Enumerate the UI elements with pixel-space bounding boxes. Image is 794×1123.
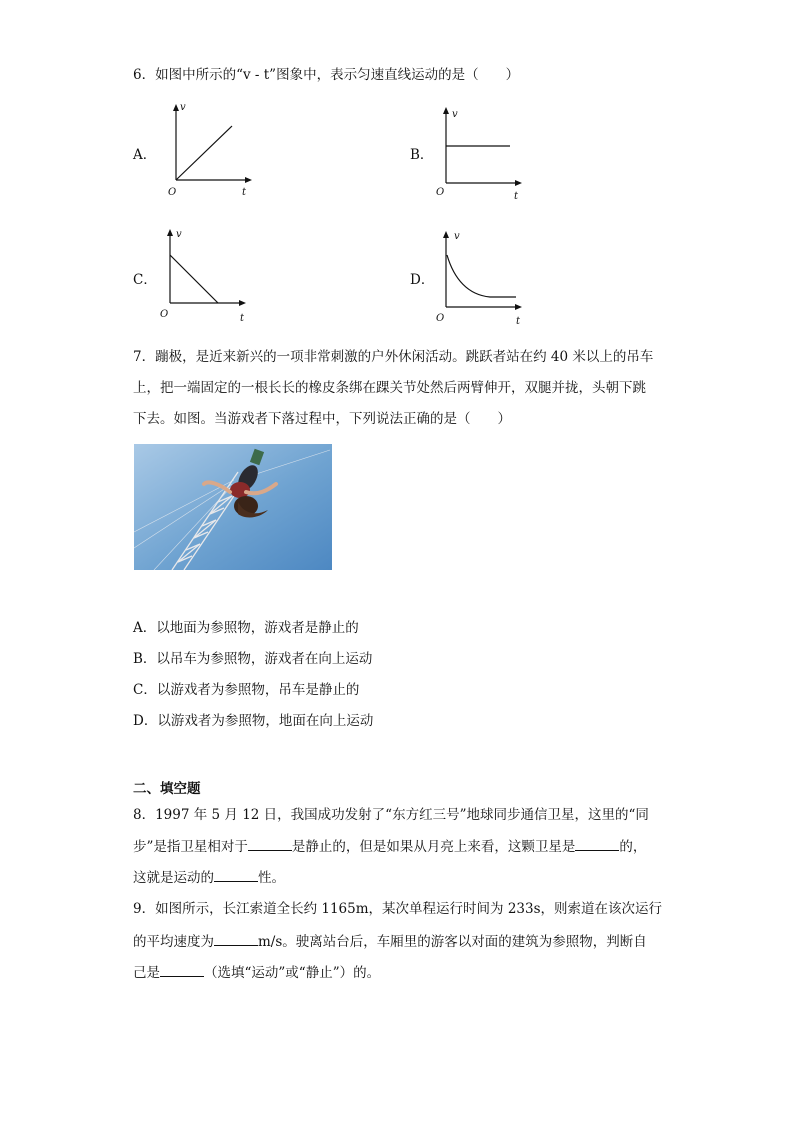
q7-option-c: C．以游戏者为参照物，吊车是静止的 — [133, 682, 360, 698]
q8-line-3-part-a: 这就是运动的 — [133, 870, 214, 886]
q6-option-c-label: C． — [133, 272, 157, 288]
bungee-jump-photo — [134, 444, 332, 570]
q8-line-2-part-c: 的， — [619, 839, 647, 855]
q8-line-2 — [133, 836, 646, 856]
q7-option-d: D．以游戏者为参照物，地面在向上运动 — [133, 713, 374, 729]
q6-option-b-label: B． — [410, 147, 434, 163]
q6-option-d-label: D． — [410, 272, 435, 288]
q7-option-a: A．以地面为参照物，游戏者是静止的 — [133, 620, 359, 636]
graph-a-line — [176, 126, 232, 180]
q6-graph-b — [428, 103, 528, 203]
q9-blank-1[interactable] — [214, 931, 258, 946]
q6-graph-c — [152, 225, 252, 325]
q9-line-3-part-a: 己是 — [133, 965, 160, 981]
q8-blank-3[interactable] — [214, 867, 258, 882]
q6-stem: 6．如图中所示的“v - t”图象中，表示匀速直线运动的是（ ） — [133, 67, 520, 83]
q8-line-2-part-a: 步”是指卫星相对于 — [133, 839, 248, 855]
graph-c-t-label: t — [240, 313, 245, 324]
q6-graph-d — [428, 227, 528, 327]
q8-line-3 — [133, 867, 285, 887]
q7-stem-line-1: 7．蹦极，是近来新兴的一项非常刺激的户外休闲活动。跳跃者站在约 40 米以上的吊车 — [133, 349, 654, 365]
graph-b-t-label: t — [514, 191, 519, 202]
q9-line-3-part-b: （选填“运动”或“静止”）的。 — [204, 965, 381, 981]
q9-blank-2[interactable] — [160, 962, 204, 977]
graph-d-curve — [447, 255, 516, 297]
graph-d-t-label: t — [516, 316, 521, 327]
graph-b-v-label: v — [452, 109, 458, 120]
q8-line-1: 8．1997 年 5 月 12 日，我国成功发射了“东方红三号”地球同步通信卫星，这里的“同 — [133, 807, 649, 823]
graph-c-origin: O — [160, 309, 169, 320]
q9-line-3 — [133, 962, 380, 982]
graph-a-t-label: t — [242, 187, 247, 198]
q6-graph-a — [158, 100, 258, 200]
q8-line-3-part-b: 性。 — [258, 870, 285, 886]
graph-d-origin: O — [436, 313, 445, 324]
q7-stem-line-3: 下去。如图。当游戏者下落过程中，下列说法正确的是（ ） — [133, 411, 511, 427]
section-title-fill-in: 二、填空题 — [133, 781, 201, 797]
q7-stem-line-2: 上，把一端固定的一根长长的橡皮条绑在踝关节处然后两臂伸开，双腿并拢，头朝下跳 — [133, 380, 646, 396]
graph-b-origin: O — [436, 187, 445, 198]
graph-c-line — [170, 255, 218, 303]
q6-option-a-label: A． — [133, 147, 157, 163]
q9-line-2-part-a: 的平均速度为 — [133, 934, 214, 950]
graph-d-v-label: v — [454, 231, 460, 242]
q9-line-2-part-b: m/s。驶离站台后，车厢里的游客以对面的建筑为参照物，判断自 — [258, 934, 647, 950]
q8-line-2-part-b: 是静止的，但是如果从月亮上来看，这颗卫星是 — [291, 839, 576, 855]
q7-option-b: B．以吊车为参照物，游戏者在向上运动 — [133, 651, 373, 667]
graph-c-v-label: v — [176, 229, 182, 240]
q9-line-1: 9．如图所示，长江索道全长约 1165m，某次单程运行时间为 233s，则索道在该次运行 — [133, 901, 663, 917]
q8-blank-2[interactable] — [575, 836, 619, 851]
graph-a-origin: O — [168, 187, 177, 198]
q9-line-2 — [133, 931, 647, 951]
q8-blank-1[interactable] — [248, 836, 292, 851]
graph-a-v-label: v — [180, 102, 186, 113]
